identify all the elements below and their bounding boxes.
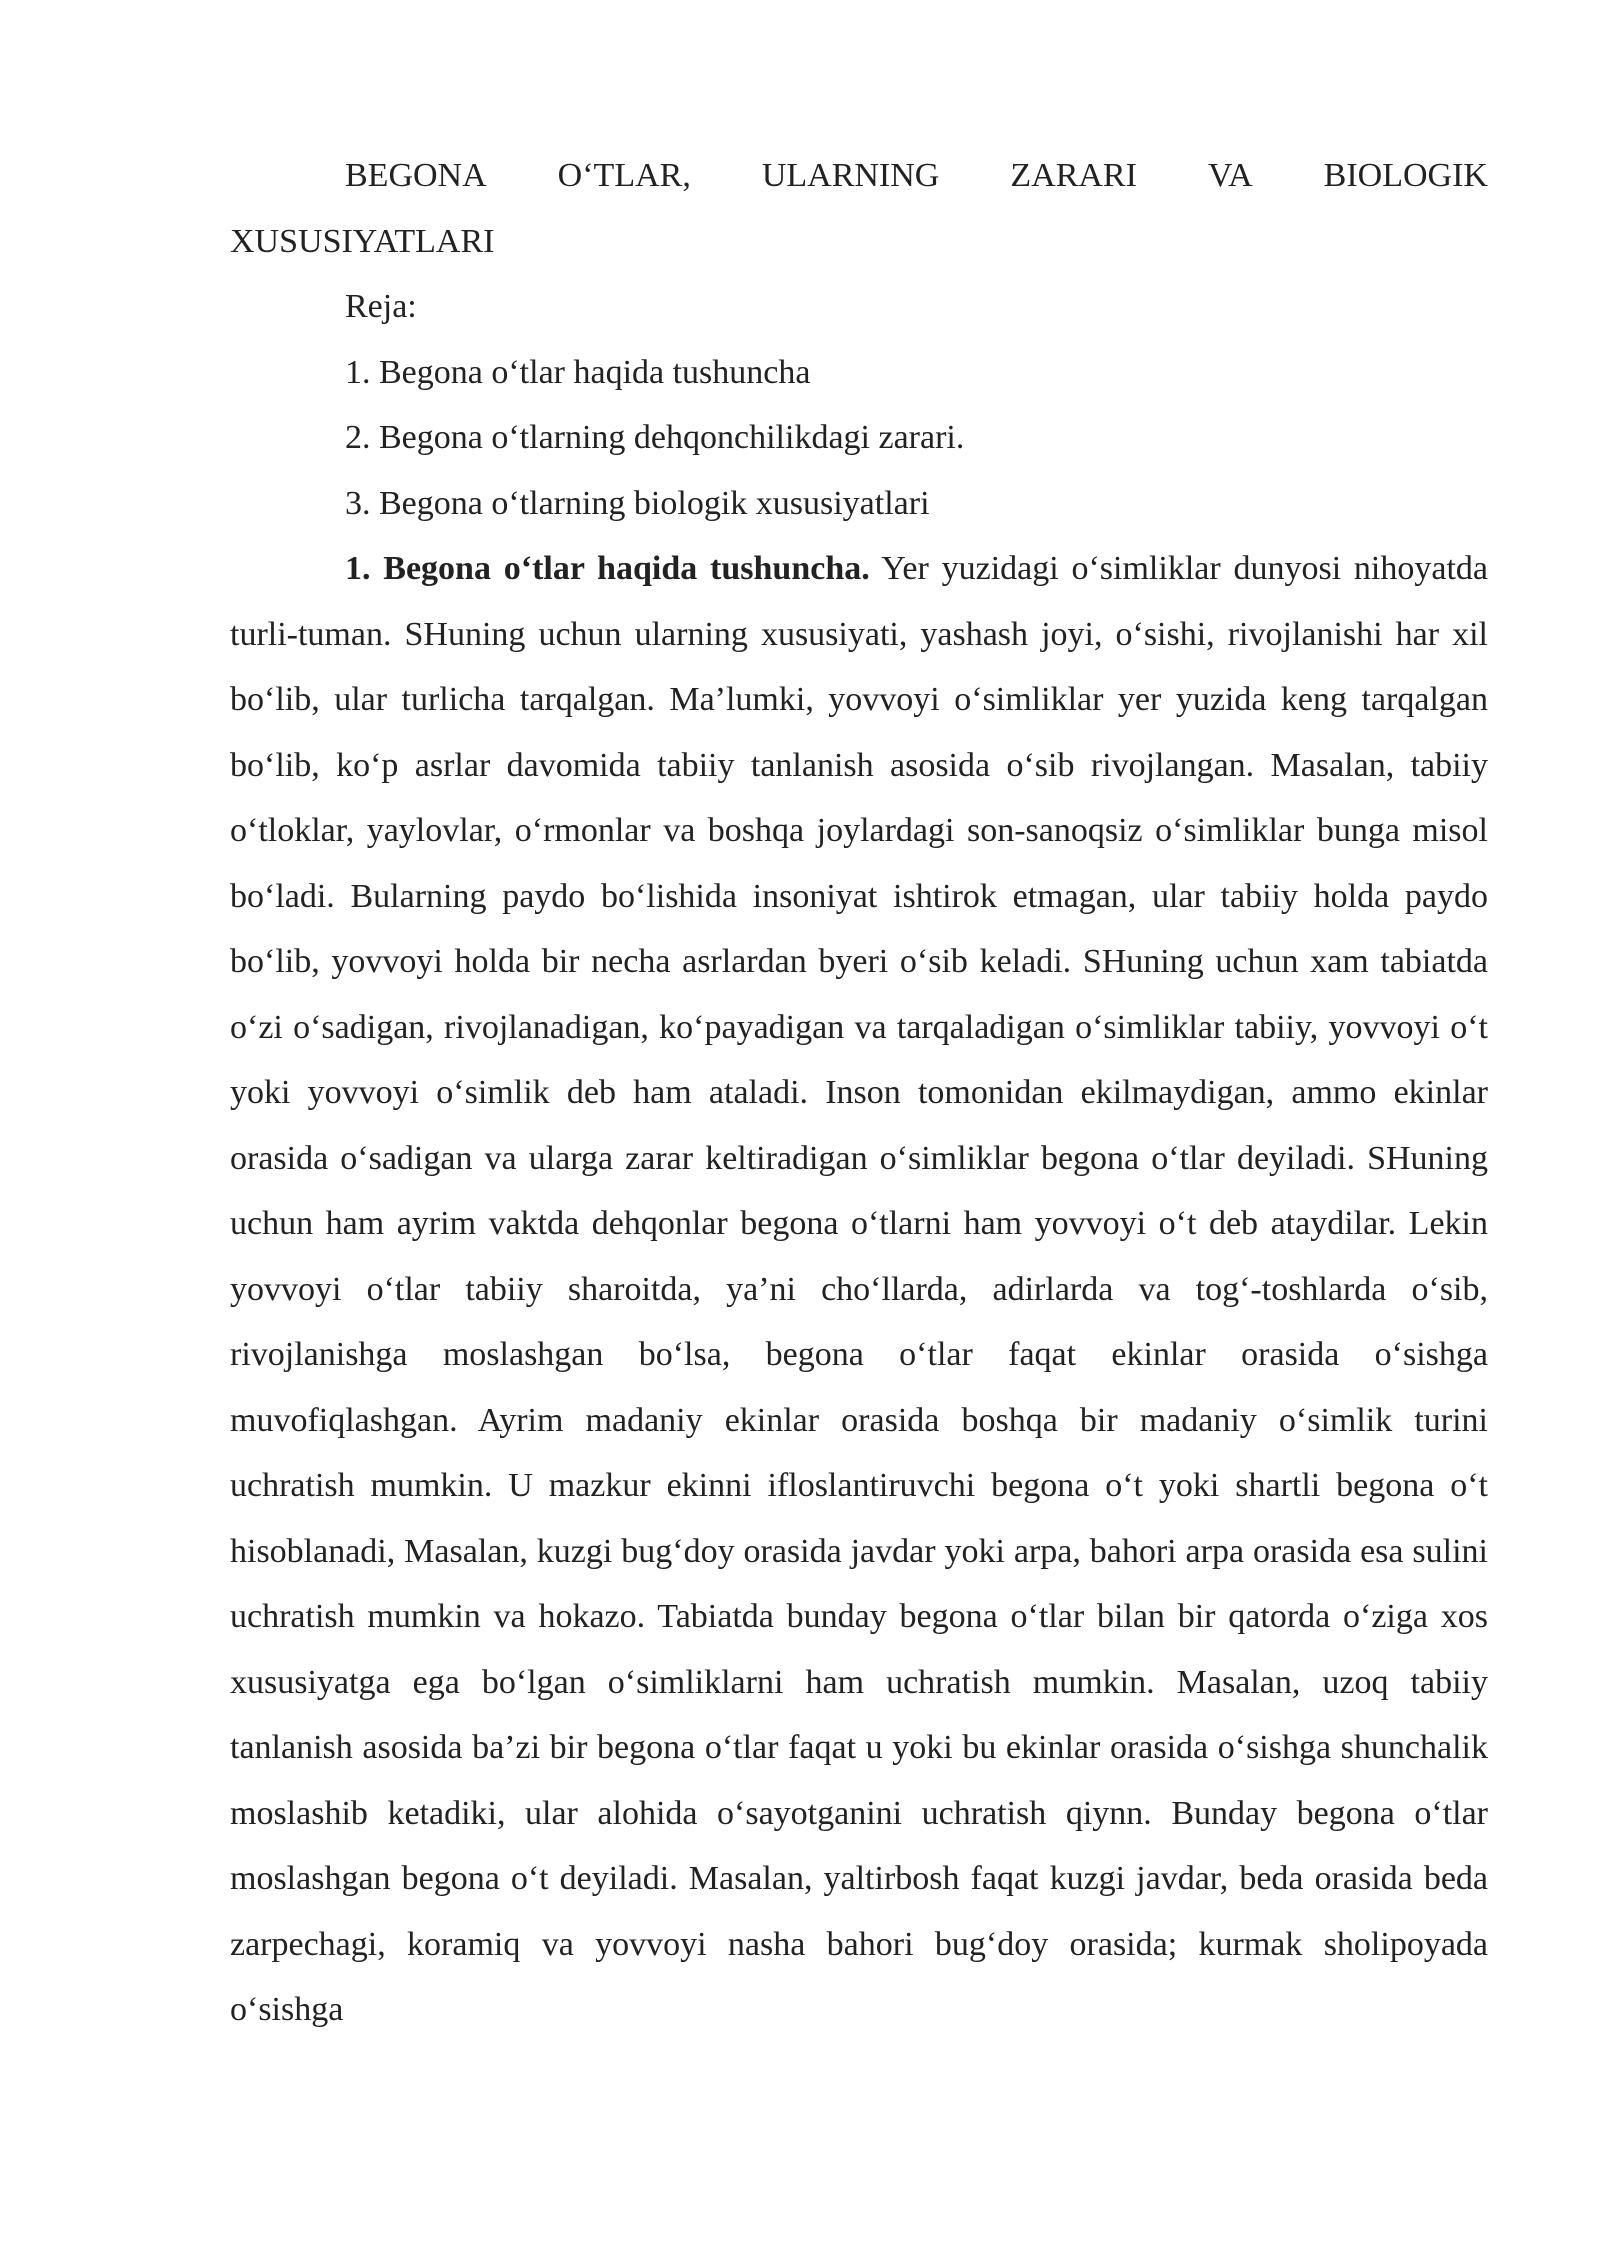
document-page — [230, 143, 1488, 2043]
section-1-body: Yer yuzidagi o‘simliklar dunyosi nihoyatda turli-tuman. SHuning uchun ularning xususiyati, yashash joyi, o‘sishi, rivojlanishi har xil bo‘lib, ular turlicha tarqalgan. Ma’lumki, yovvoyi o‘simliklar yer yuzida keng tarqalgan bo‘lib, ko‘p asrlar davomida tabiiy tanlanish asosida o‘sib rivojlangan. Masalan, tabiiy o‘tloklar, yaylovlar, o‘rmonlar va boshqa joylardagi son-sanoqsiz o‘simliklar bunga misol bo‘ladi. Bularning paydo bo‘lishida insoniyat ishtirok etmagan, ular tabiiy holda paydo bo‘lib, yovvoyi holda bir necha asrlardan byeri o‘sib keladi. SHuning uchun xam tabiatda o‘zi o‘sadigan, rivojlanadigan, ko‘payadigan va tarqaladigan o‘simliklar tabiiy, yovvoyi o‘t yoki yovvoyi o‘simlik deb ham ataladi. Inson tomonidan ekilmaydigan, ammo ekinlar orasida o‘sadigan va ularga zarar keltiradigan o‘simliklar begona o‘tlar deyiladi. SHuning uchun ham ayrim vaktda dehqonlar begona o‘tlarni ham yovvoyi o‘t deb ataydilar. Lekin yovvoyi o‘tlar tabiiy sharoitda, ya’ni cho‘llarda, adirlarda va tog‘-toshlarda o‘sib, rivojlanishga moslashgan bo‘lsa, begona o‘tlar faqat ekinlar orasida o‘sishga muvofiqlashgan. Ayrim madaniy ekinlar orasida boshqa bir madaniy o‘simlik turini uchratish mumkin. U mazkur ekinni ifloslantiruvchi begona o‘t yoki shartli begona o‘t hisoblanadi, Masalan, kuzgi bug‘doy orasida javdar yoki arpa, bahori arpa orasida esa sulini uchratish mumkin va hokazo. Tabiatda bunday begona o‘tlar bilan bir qatorda o‘ziga xos xususiyatga ega bo‘lgan o‘simliklarni ham uchratish mumkin. Masalan, uzoq tabiiy tanlanish asosida ba’zi bir begona o‘tlar faqat u yoki bu ekinlar orasida o‘sishga shunchalik moslashib ketadiki, ular alohida o‘sayotganini uchratish qiynn. Bunday begona o‘tlar moslashgan begona o‘t deyiladi. Masalan, yaltirbosh faqat kuzgi javdar, beda orasida beda zarpechagi, koramiq va yovvoyi nasha bahori bug‘doy orasida; kurmak sholipoyada o‘sishga — [230, 550, 1489, 2028]
title-word: ZARARI — [1010, 157, 1137, 194]
title-word: O‘TLAR, — [557, 157, 691, 194]
plan-heading: Reja: — [345, 288, 417, 325]
title-word: BEGONA — [345, 157, 487, 194]
section-1-paragraph — [230, 536, 1488, 2043]
document-title-continuation: XUSUSIYATLARI — [230, 222, 495, 260]
title-word: BIOLOGIK — [1323, 157, 1488, 194]
title-word: VA — [1207, 157, 1253, 194]
plan-item-2: 2. Begona o‘tlarning dehqonchilikdagi zarari. — [345, 419, 965, 456]
section-1-heading: 1. Begona o‘tlar haqida tushuncha. — [345, 550, 870, 587]
document-title-line — [230, 143, 1488, 209]
plan-item-1: 1. Begona o‘tlar haqida tushuncha — [345, 353, 811, 391]
title-word: ULARNING — [761, 157, 940, 194]
plan-item-3: 3. Begona o‘tlarning biologik xususiyatlari — [345, 484, 930, 522]
